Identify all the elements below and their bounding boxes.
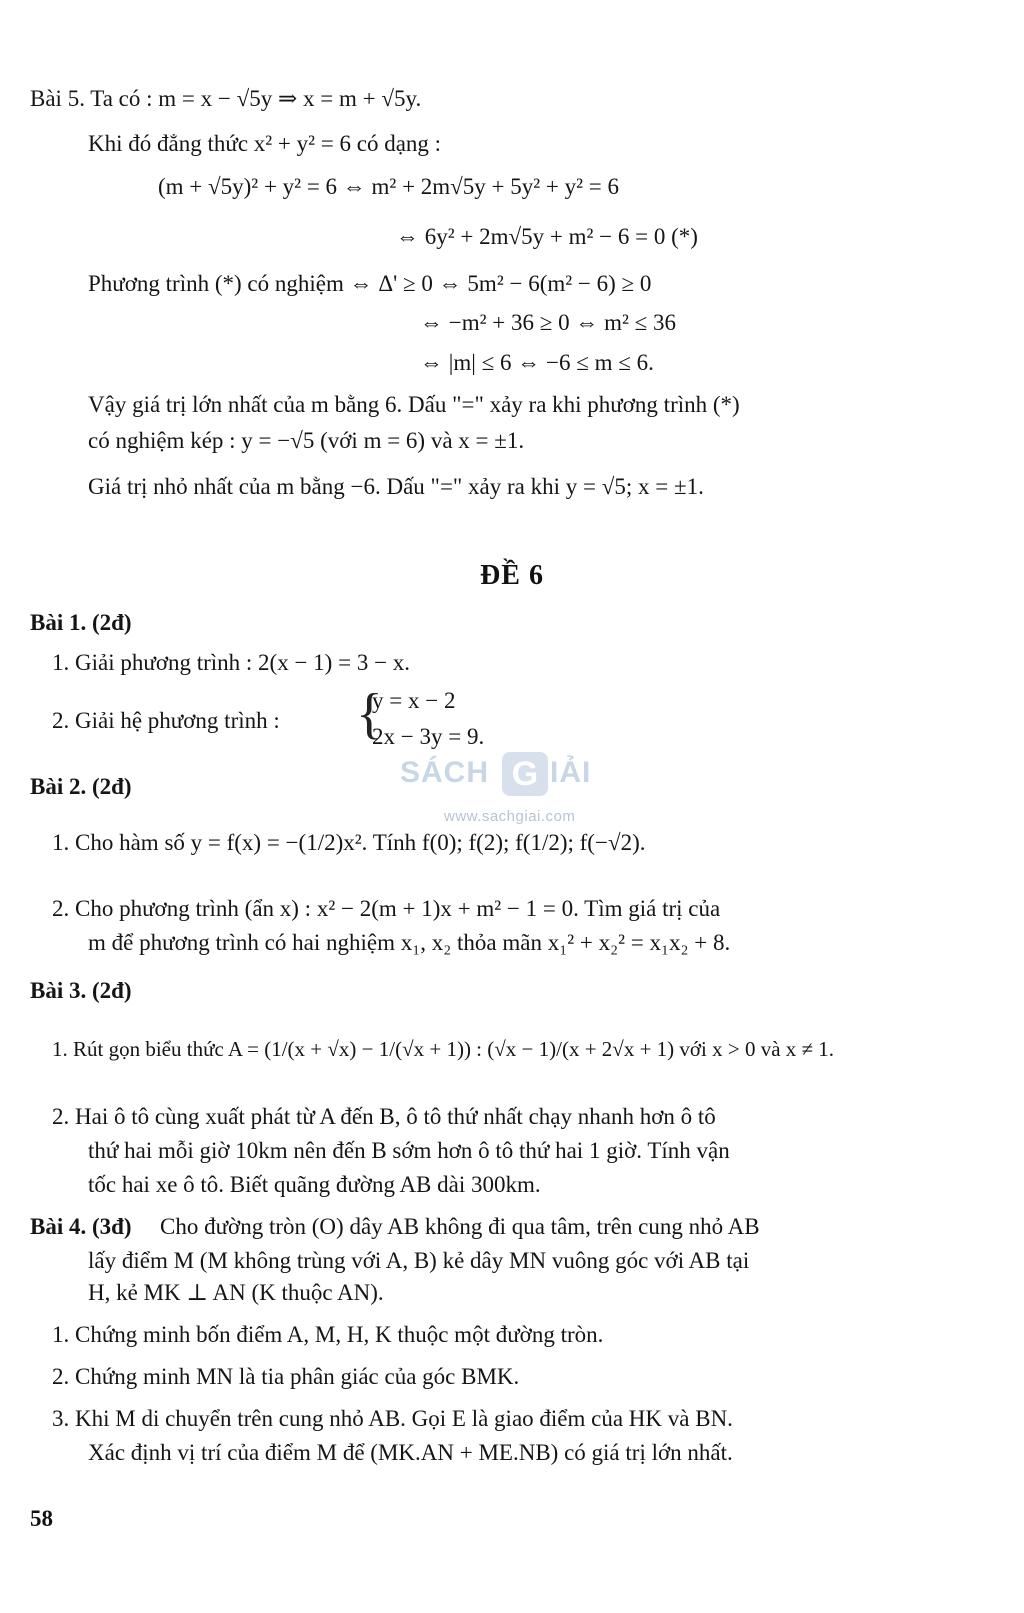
- system-equation: y = x − 2: [372, 688, 456, 713]
- solution-line: ⇔ |m| ≤ 6 ⇔ −6 ≤ m ≤ 6.: [420, 350, 654, 375]
- solution-line: Giá trị nhỏ nhất của m bằng −6. Dấu "=" xảy ra khi y = √5; x = ±1.: [88, 474, 704, 499]
- question: thứ hai mỗi giờ 10km nên đến B sớm hơn ô tô thứ hai 1 giờ. Tính vận: [88, 1138, 730, 1163]
- solution-line: Vậy giá trị lớn nhất của m bằng 6. Dấu "=" xảy ra khi phương trình (*): [88, 392, 740, 417]
- solution-line: (m + √5y)² + y² = 6 ⇔ m² + 2m√5y + 5y² + y² = 6: [158, 174, 620, 199]
- problem-label: Bài 1. (2đ): [30, 610, 132, 635]
- problem-text: Cho đường tròn (O) dây AB không đi qua tâm, trên cung nhỏ AB: [160, 1214, 760, 1239]
- solution-line: Khi đó đẳng thức x² + y² = 6 có dạng :: [88, 131, 442, 156]
- page-number: 58: [30, 1506, 53, 1531]
- exam-title: ĐỀ 6: [480, 560, 544, 591]
- question: Xác định vị trí của điểm M để (MK.AN + ME.NB) có giá trị lớn nhất.: [88, 1440, 733, 1465]
- question: 2. Cho phương trình (ẩn x) : x² − 2(m + 1)x + m² − 1 = 0. Tìm giá trị của: [52, 896, 721, 921]
- system-brace: {: [356, 683, 383, 745]
- question: 2. Giải hệ phương trình :: [52, 708, 280, 733]
- watermark-text: SÁCH: [400, 756, 490, 789]
- watermark-url: www.sachgiai.com: [444, 808, 576, 825]
- question: 1. Rút gọn biểu thức A = (1/(x + √x) − 1/(√x + 1)) : (√x − 1)/(x + 2√x + 1) với x > 0 và x ≠ 1.: [52, 1037, 835, 1061]
- problem-label: Bài 2. (2đ): [30, 774, 132, 799]
- problem-label: Bài 4. (3đ): [30, 1214, 132, 1239]
- question: 1. Chứng minh bốn điểm A, M, H, K thuộc một đường tròn.: [52, 1322, 604, 1347]
- problem-label: Bài 3. (2đ): [30, 978, 132, 1003]
- solution-line: có nghiệm kép : y = −√5 (với m = 6) và x = ±1.: [88, 428, 525, 453]
- solution-line: ⇔ −m² + 36 ≥ 0 ⇔ m² ≤ 36: [420, 310, 677, 335]
- question: 3. Khi M di chuyển trên cung nhỏ AB. Gọi E là giao điểm của HK và BN.: [52, 1406, 733, 1431]
- question: 1. Cho hàm số y = f(x) = −(1/2)x². Tính f(0); f(2); f(1/2); f(−√2).: [52, 830, 646, 855]
- watermark-text: IẢI: [550, 756, 592, 789]
- watermark-logo-icon: G: [502, 752, 548, 796]
- problem-text: lấy điểm M (M không trùng với A, B) kẻ dây MN vuông góc với AB tại: [88, 1248, 750, 1273]
- question: 2. Chứng minh MN là tia phân giác của góc BMK.: [52, 1364, 520, 1389]
- question: tốc hai xe ô tô. Biết quãng đường AB dài 300km.: [88, 1172, 541, 1197]
- solution-line: ⇔ 6y² + 2m√5y + m² − 6 = 0 (*): [396, 224, 698, 249]
- system-equation: 2x − 3y = 9.: [372, 724, 485, 749]
- solution-line: Bài 5. Ta có : m = x − √5y ⇒ x = m + √5y.: [30, 86, 422, 111]
- problem-text: H, kẻ MK ⊥ AN (K thuộc AN).: [88, 1280, 384, 1305]
- question: m để phương trình có hai nghiệm x₁, x₂ thỏa mãn x₁² + x₂² = x₁x₂ + 8.: [88, 930, 731, 955]
- question: 2. Hai ô tô cùng xuất phát từ A đến B, ô tô thứ nhất chạy nhanh hơn ô tô: [52, 1104, 716, 1129]
- question: 1. Giải phương trình : 2(x − 1) = 3 − x.: [52, 650, 411, 675]
- solution-line: Phương trình (*) có nghiệm ⇔ Δ' ≥ 0 ⇔ 5m² − 6(m² − 6) ≥ 0: [88, 271, 652, 296]
